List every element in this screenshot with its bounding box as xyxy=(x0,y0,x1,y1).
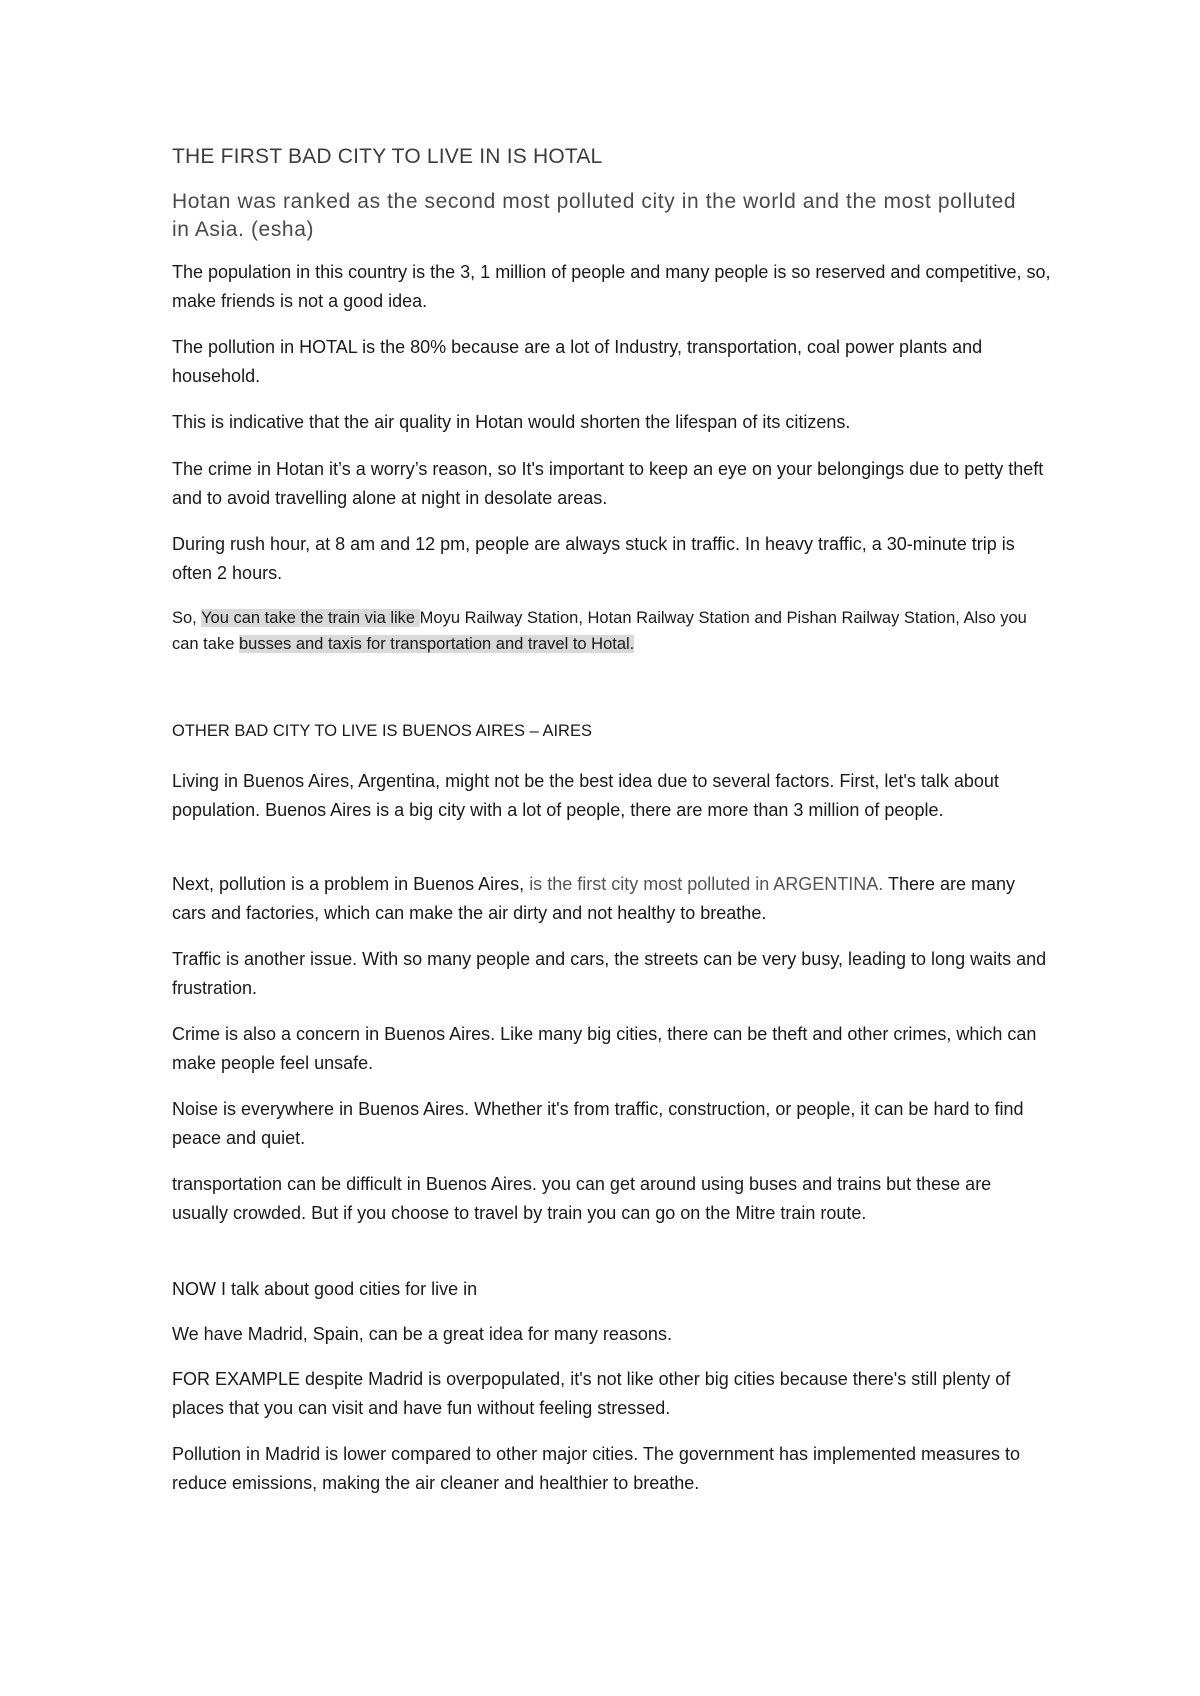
transport-text-start: So, xyxy=(172,609,202,627)
buenos-aires-noise-paragraph: Noise is everywhere in Buenos Aires. Whether it's from traffic, construction, or people, it can be hard to find peace and quiet. xyxy=(172,1099,1024,1148)
pollution-text-start: Next, pollution is a problem in Buenos Aires, xyxy=(172,874,530,894)
transport-text-stations: Moyu Railway Station, Hotan Railway Station and Pishan Railway Station, Also you can take xyxy=(172,609,1027,653)
hotan-transport-paragraph xyxy=(172,605,1052,657)
hotan-traffic-paragraph: During rush hour, at 8 am and 12 pm, people are always stuck in traffic. In heavy traffic, a 30-minute trip is often 2 hours. xyxy=(172,534,1015,583)
pollution-text-end: There are many cars and factories, which can make the air dirty and not healthy to breathe. xyxy=(172,874,1016,923)
hotan-pollution-paragraph: The pollution in HOTAL is the 80% because are a lot of Industry, transportation, coal power plants and household. xyxy=(172,337,983,386)
good-cities-intro: NOW I talk about good cities for live in xyxy=(172,1279,478,1299)
transport-highlight-busses: busses and taxis for transportation and travel to Hotal. xyxy=(238,635,635,653)
buenos-aires-population-paragraph: Living in Buenos Aires, Argentina, might not be the best idea due to several factors. First, let's talk about population. Buenos Aires is a big city with a lot of people, there are more than 3 million of people. xyxy=(172,771,999,820)
madrid-pollution-paragraph: Pollution in Madrid is lower compared to other major cities. The government has implemented measures to reduce emissions, making the air cleaner and healthier to breathe. xyxy=(172,1444,1021,1493)
hotan-crime-paragraph: The crime in Hotan it’s a worry’s reason, so It's important to keep an eye on your belongings due to petty theft and to avoid travelling alone at night in desolate areas. xyxy=(172,459,1044,508)
buenos-aires-transportation-paragraph: transportation can be difficult in Buenos Aires. you can get around using buses and trains but these are usually crowded. But if you choose to travel by train you can go on the Mitre train route. xyxy=(172,1174,992,1223)
hotan-population-paragraph: The population in this country is the 3, 1 million of people and many people is so reserved and competitive, so, make friends is not a good idea. xyxy=(172,262,1051,311)
hotan-subtitle: Hotan was ranked as the second most polluted city in the world and the most polluted in Asia. (esha) xyxy=(172,190,1017,241)
hotan-heading: THE FIRST BAD CITY TO LIVE IN IS HOTAL xyxy=(172,145,603,168)
madrid-intro-paragraph: We have Madrid, Spain, can be a great idea for many reasons. xyxy=(172,1324,672,1344)
buenos-aires-traffic-paragraph: Traffic is another issue. With so many people and cars, the streets can be very busy, leading to long waits and frustration. xyxy=(172,949,1047,998)
hotan-air-quality-paragraph: This is indicative that the air quality in Hotan would shorten the lifespan of its citizens. xyxy=(172,412,851,432)
buenos-aires-heading: OTHER BAD CITY TO LIVE IS BUENOS AIRES – AIRES xyxy=(172,722,592,740)
transport-highlight-train: You can take the train via like xyxy=(201,609,420,627)
pollution-text-muted: is the first city most polluted in ARGENTINA. xyxy=(529,874,884,894)
buenos-aires-pollution-paragraph xyxy=(172,870,1052,928)
buenos-aires-crime-paragraph: Crime is also a concern in Buenos Aires. Like many big cities, there can be theft and other crimes, which can make people feel unsafe. xyxy=(172,1024,1037,1073)
madrid-example-paragraph: FOR EXAMPLE despite Madrid is overpopulated, it's not like other big cities because there's still plenty of places that you can visit and have fun without feeling stressed. xyxy=(172,1369,1011,1418)
